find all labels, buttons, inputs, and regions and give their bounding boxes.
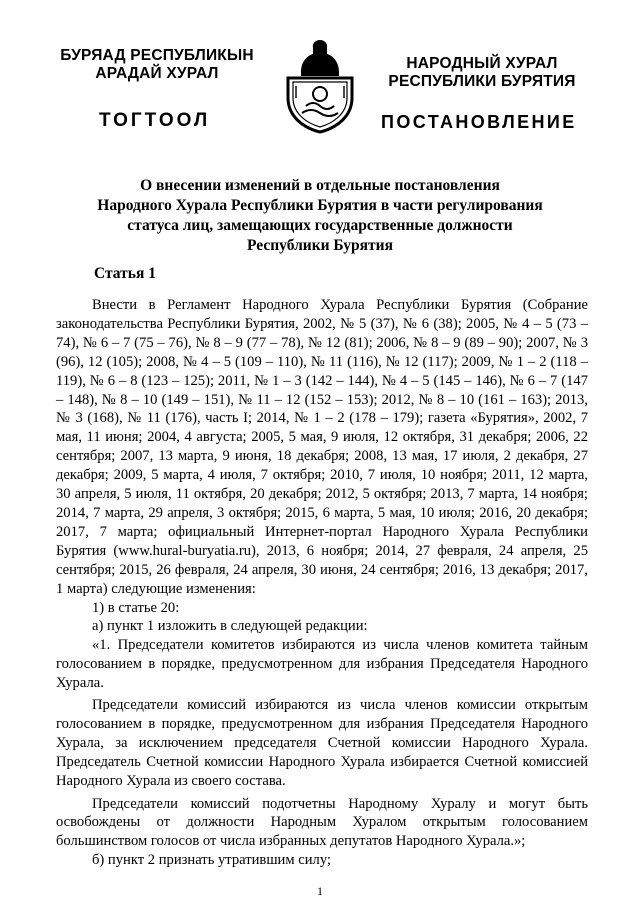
- title-line: статуса лиц, замещающих государственные должности: [127, 217, 513, 234]
- page-number: 1: [317, 884, 323, 898]
- header-right-line2: РЕСПУБЛИКИ БУРЯТИЯ: [388, 73, 576, 90]
- document-body: [56, 296, 588, 870]
- body-paragraph: «1. Председатели комитетов избираются из числа членов комитета тайным голосованием в порядке, предусмотренном для избрания Председателя Народного Хурала.: [56, 637, 588, 692]
- body-paragraph: 1) в статье 20:: [92, 599, 180, 616]
- body-paragraph: а) пункт 1 изложить в следующей редакции:: [92, 618, 368, 635]
- body-paragraph: б) пункт 2 признать утратившим силу;: [92, 852, 331, 869]
- title-line: Народного Хурала Республики Бурятия в части регулирования: [97, 197, 543, 214]
- title-line: Республики Бурятия: [247, 237, 393, 254]
- republic-emblem-icon: [282, 36, 358, 136]
- header-left-org: [52, 47, 262, 83]
- document-kind-buryat: ТОГТООЛ: [99, 110, 211, 131]
- document-kind-russian: ПОСТАНОВЛЕНИЕ: [381, 112, 577, 132]
- header-right-org: [377, 55, 587, 91]
- title-line: О внесении изменений в отдельные постановления: [140, 177, 500, 194]
- header-left-line2: АРАДАЙ ХУРАЛ: [95, 65, 219, 82]
- body-paragraph: Председатели комиссий избираются из числа членов комиссии открытым голосованием в порядке, предусмотренном для избрания Председателя Народного Хурала, за исключением председателя Счетной комиссии Народного Хурала. Председатель Счетной комиссии Народного Хурала избирается Счетной комиссией Народного Хурала из своего состава.: [56, 697, 588, 789]
- document-title: [60, 176, 580, 256]
- article-heading: Статья 1: [94, 265, 156, 282]
- header-left-line1: БУРЯАД РЕСПУБЛИКЫН: [60, 47, 254, 64]
- header-right-line1: НАРОДНЫЙ ХУРАЛ: [406, 55, 558, 72]
- body-paragraph: Внести в Регламент Народного Хурала Республики Бурятия (Собрание законодательства Республики Бурятия, 2002, № 5 (37), № 6 (38); 2005, № 4 – 5 (73 – 74), № 6 – 7 (75 – 76), № 8 – 9 (77 – 78), № 12 (81); 2006, № 8 – 9 (89 – 90); 2007, № 3 (96), 12 (105); 2008, № 4 – 5 (109 – 110), № 11 (116), № 12 (117); 2009, № 1 – 2 (118 – 119), № 6 – 8 (123 – 125); 2011, № 1 – 3 (142 – 144), № 4 – 5 (145 – 146), № 6 – 7 (147 – 148), № 8 – 10 (149 – 151), № 11 – 12 (152 – 153); 2012, № 8 – 10 (161 – 163); 2013, № 3 (168), № 11 (176), часть I; 2014, № 1 – 2 (178 – 179); газета «Бурятия», 2002, 7 мая, 11 июня; 2004, 4 августа; 2005, 5 мая, 9 июля, 12 октября, 31 декабря; 2006, 22 сентября; 2007, 13 марта, 9 июня, 18 декабря; 2008, 13 мая, 17 июля, 2 декабря, 27 декабря; 2009, 5 марта, 4 июля, 7 октября; 2010, 7 июля, 10 ноября; 2011, 12 марта, 30 апреля, 5 июля, 11 октября, 20 декабря; 2012, 5 октября; 2013, 7 марта, 14 ноября; 2014, 7 марта, 29 апреля, 3 октября; 2015, 6 марта, 5 мая, 10 июля; 2016, 20 декабря; 2017, 7 марта; официальный Интернет-портал Народного Хурала Республики Бурятия (www.hural-buryatia.ru), 2013, 6 ноября; 2014, 27 февраля, 24 апреля, 25 сентября; 2015, 26 февраля, 24 апреля, 30 июня, 24 сентября; 2016, 13 декабря; 2017, 1 марта) следующие изменения:: [56, 297, 588, 597]
- body-paragraph: Председатели комиссий подотчетны Народному Хуралу и могут быть освобождены от должности Народным Хуралом открытым голосованием большинством голосов от числа избранных депутатов Народного Хурала.»;: [56, 795, 588, 850]
